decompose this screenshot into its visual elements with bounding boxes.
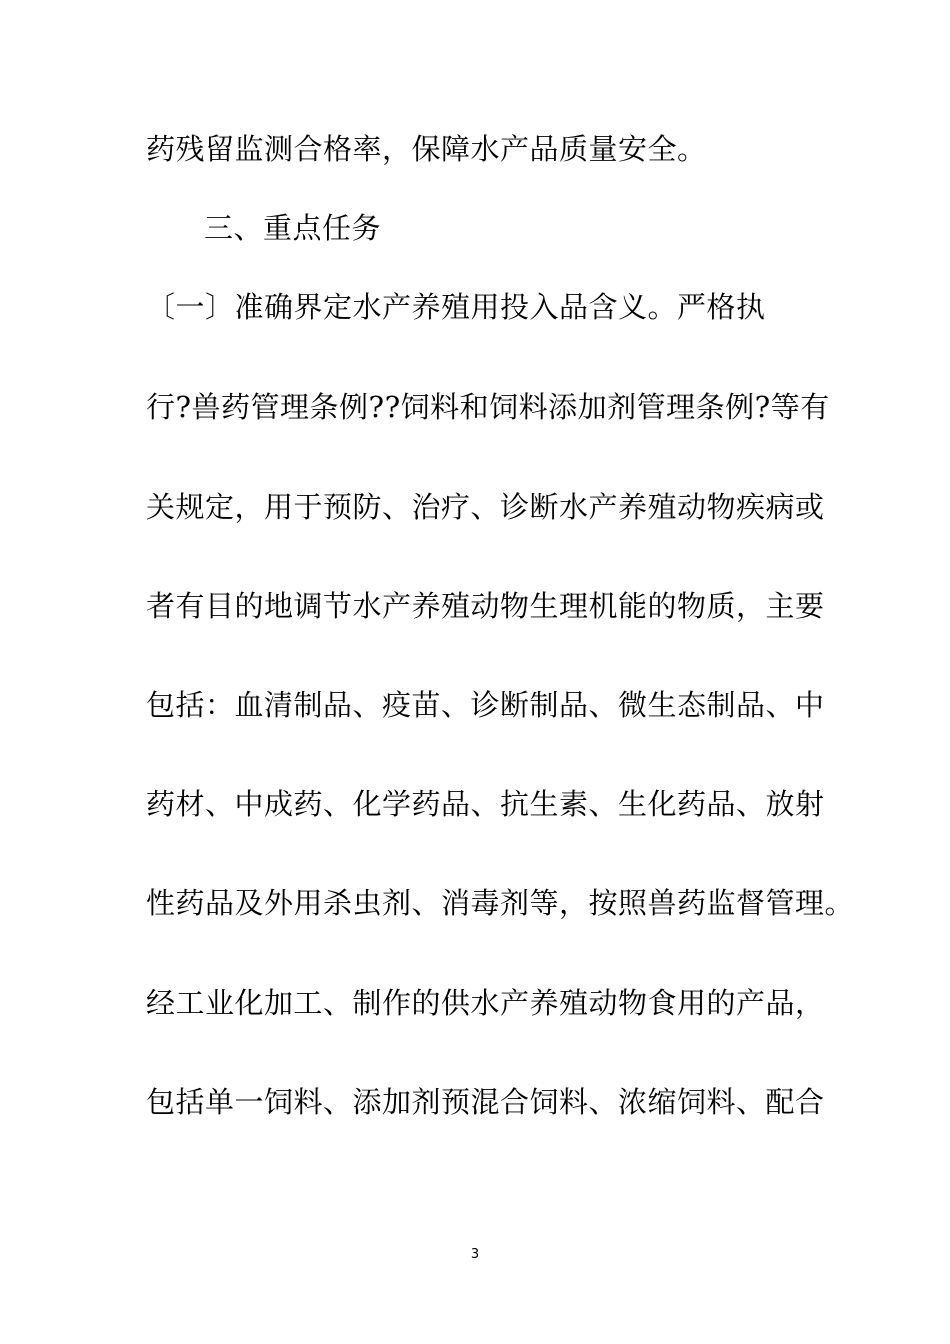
body-text-line: 包括：血清制品、疫苗、诊断制品、微生态制品、中 — [146, 688, 825, 722]
section-heading: 三、重点任务 — [204, 211, 382, 245]
page-number: 3 — [470, 1247, 480, 1262]
body-text-line: 药残留监测合格率，保障水产品质量安全。 — [146, 132, 707, 166]
body-text-line: 药材、中成药、化学药品、抗生素、生化药品、放射 — [146, 787, 825, 821]
body-text-line: 包括单一饲料、添加剂预混合饲料、浓缩饲料、配合 — [146, 1085, 825, 1119]
body-text-line: 经工业化加工、制作的供水产养殖动物食用的产品， — [146, 986, 825, 1020]
body-text-line: 者有目的地调节水产养殖动物生理机能的物质，主要 — [146, 589, 825, 623]
body-text-line: 行?兽药管理条例??饲料和饲料添加剂管理条例?等有 — [146, 390, 830, 424]
body-text-line: 性药品及外用杀虫剂、消毒剂等，按照兽药监督管理。 — [146, 886, 855, 920]
body-text-line: 关规定，用于预防、治疗、诊断水产养殖动物疾病或 — [146, 490, 825, 524]
body-text-line: 〔一〕准确界定水产养殖用投入品含义。严格执 — [146, 290, 766, 324]
